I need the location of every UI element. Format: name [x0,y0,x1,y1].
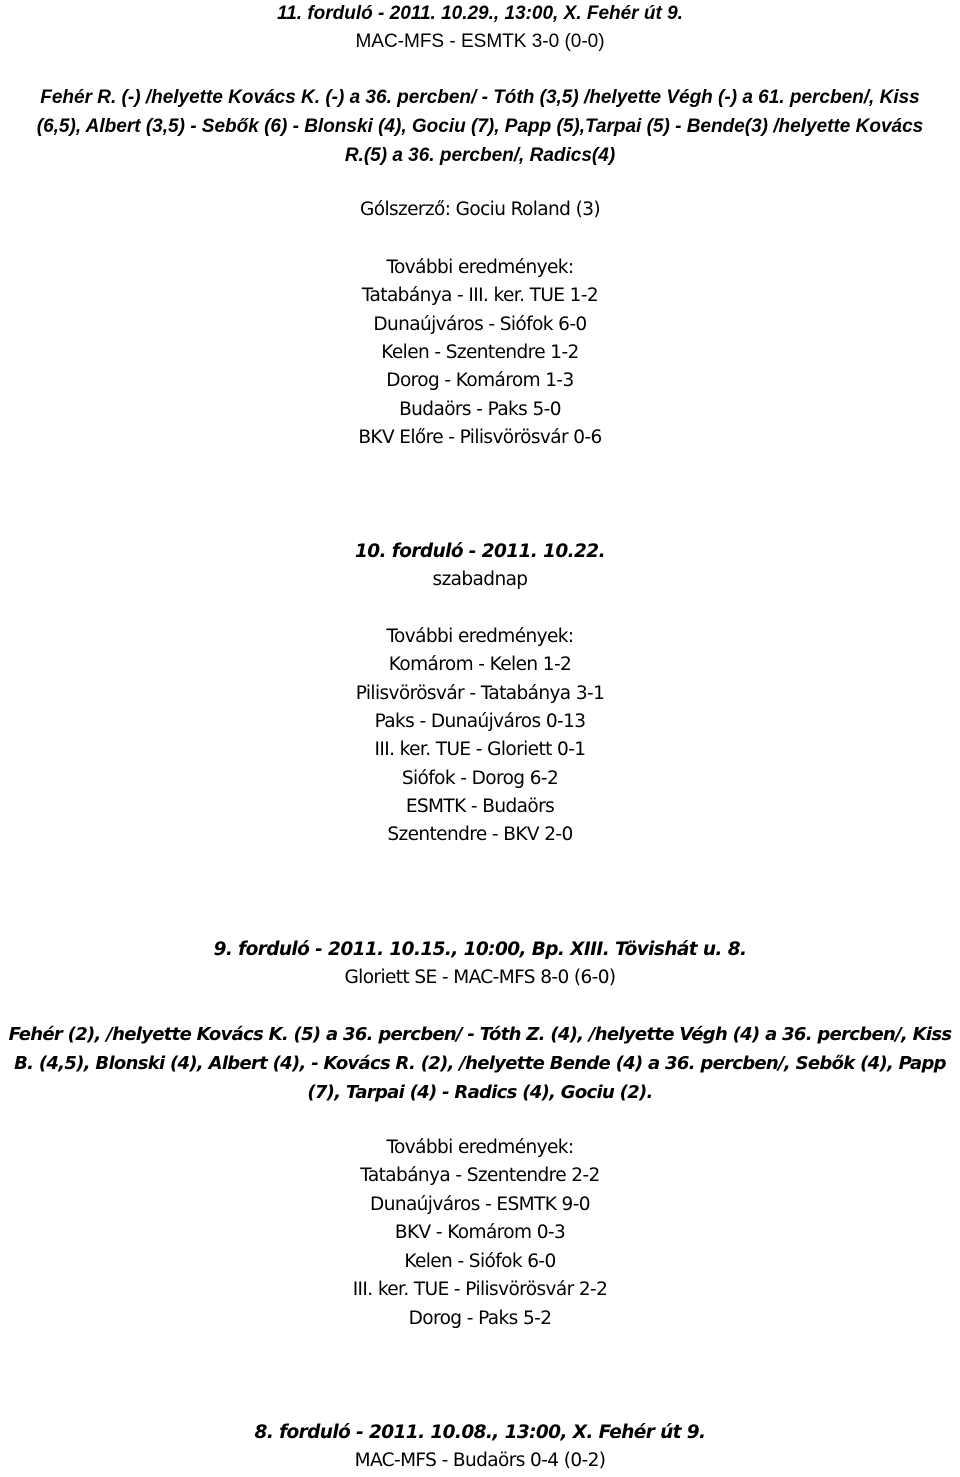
result-line: Dorog - Paks 5-2 [408,1308,552,1329]
round-8-match-result: MAC-MFS - Budaörs 0-4 (0-2) [354,1450,606,1471]
round-11-header: 11. forduló - 2011. 10.29., 13:00, X. Fehér út 9. [277,3,683,24]
result-line: III. ker. TUE - Pilisvörösvár 2-2 [352,1279,608,1300]
round-10-header: 10. forduló - 2011. 10.22. [354,541,606,562]
result-line: Tatabánya - Szentendre 2-2 [360,1165,600,1186]
result-line: Dunaújváros - Siófok 6-0 [373,314,587,335]
lineup-line: B. (4,5), Blonski (4), Albert (4), - Kovács R. (2), /helyette Bende (4) a 36. percben/, Sebők (4), Papp [14,1053,946,1074]
round-11-lineup [6,83,954,170]
lineup-line: Fehér (2), /helyette Kovács K. (5) a 36. percben/ - Tóth Z. (4), /helyette Végh (4) a 36. percben/, Kiss [8,1024,952,1045]
lineup-line: (6,5), Albert (3,5) - Sebők (6) - Blonski (4), Gociu (7), Papp (5),Tarpai (5) - Bende(3) /helyette Kovács [36,116,924,137]
result-line: III. ker. TUE - Gloriett 0-1 [374,739,586,760]
round-10-match-result: szabadnap [432,569,528,590]
round-8-header: 8. forduló - 2011. 10.08., 13:00, X. Fehér út 9. [254,1422,706,1443]
result-line: BKV Előre - Pilisvörösvár 0-6 [358,427,602,448]
result-line: Kelen - Siófok 6-0 [404,1251,556,1272]
result-line: Siófok - Dorog 6-2 [401,768,559,789]
round-9-other-results-title: További eredmények: [386,1137,574,1158]
lineup-line: (7), Tarpai (4) - Radics (4), Gociu (2). [307,1082,653,1103]
round-11-scorers: Gólszerző: Gociu Roland (3) [359,199,601,220]
result-line: Dunaújváros - ESMTK 9-0 [370,1194,590,1215]
round-9-match-result: Gloriett SE - MAC-MFS 8-0 (6-0) [344,967,616,988]
round-9-header: 9. forduló - 2011. 10.15., 10:00, Bp. XIII. Tövishát u. 8. [213,939,747,960]
result-line: Tatabánya - III. ker. TUE 1-2 [361,285,599,306]
round-11-match-result: MAC-MFS - ESMTK 3-0 (0-0) [355,31,605,52]
round-11-other-results-title: További eredmények: [386,257,574,278]
lineup-line: R.(5) a 36. percben/, Radics(4) [344,145,616,166]
result-line: Szentendre - BKV 2-0 [387,824,573,845]
result-line: Dorog - Komárom 1-3 [386,370,574,391]
result-line: ESMTK - Budaörs [405,796,555,817]
result-line: Komárom - Kelen 1-2 [388,654,572,675]
lineup-line: Fehér R. (-) /helyette Kovács K. (-) a 36. percben/ - Tóth (3,5) /helyette Végh (-) a 61. percben/, Kiss [40,87,920,108]
result-line: Paks - Dunaújváros 0-13 [374,711,586,732]
result-line: BKV - Komárom 0-3 [394,1222,566,1243]
round-10-other-results-title: További eredmények: [386,626,574,647]
result-line: Pilisvörösvár - Tatabánya 3-1 [355,683,605,704]
result-line: Budaörs - Paks 5-0 [399,399,561,420]
result-line: Kelen - Szentendre 1-2 [381,342,579,363]
round-9-lineup [4,1020,956,1107]
